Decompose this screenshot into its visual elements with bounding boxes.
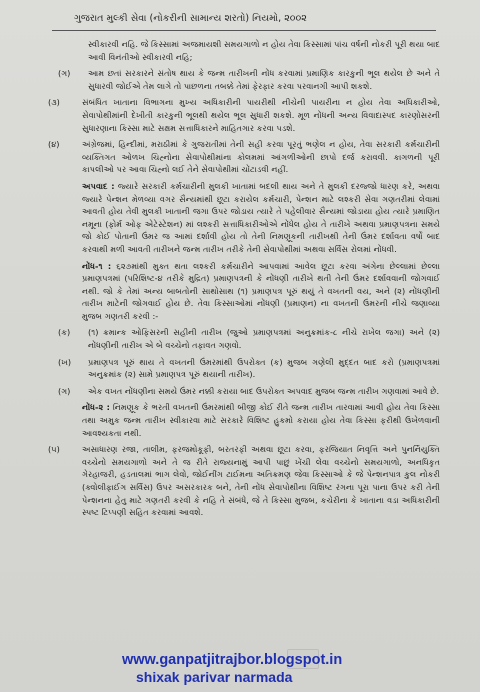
paragraph-text: આમ છતાં સરકારને સંતોષ થાય કે જન્મ તારીખની નોંધ કરવામાં પ્રમાણિક કારકુની ભૂલ થયેલ છે અને તે સુધારવી જોઈએ તેમ લાગે તો પાછળના તબક્કે તેમાં ફેરફાર કરવા પરવાનગી આપી શકશે. — [88, 68, 440, 91]
rule-number: (૪) — [48, 139, 60, 150]
paragraph-text: અંગ્રેજમાં, હિન્દીમાં, મરાઠીમાં કે ગુજરાતીમાં તેની સહી કરવા પૂરતું ભણેલ ન હોય, તેવા સરકારી કર્મચારીની વ્યક્તિગત ઓળખ ચિહ્નોના સેવાપોથીમાંના કોલમમાં આંગળીઓની છાપો દર્જ કરાવવી. કાગળની પૂરી કાપલીઓ પર આવા ચિહ્નો લઈ તેને સેવાપોથીમાં ચોંટાડવી નહીં. — [82, 139, 440, 175]
clause-number: (ખ) — [58, 356, 72, 367]
paragraph-text: સ્વીકારવી નહિ. જે કિસ્સામાં અજમાયશી સમયગાળો ન હોય તેવા કિસ્સામાં પાંચ વર્ષની નોકરી પૂરી થયા બાદ આવી વિનંતીઓ સ્વીકારવી નહિ; — [88, 39, 440, 62]
note-label: નોંધ-૨ : — [82, 402, 110, 413]
clause-number: (ગ) — [58, 68, 71, 79]
note-1 — [48, 260, 440, 323]
clause-kha — [48, 356, 440, 381]
rule-4 — [48, 138, 440, 176]
paragraph-text: એક વખત નોંધણીના સમયે ઉંમર નક્કી કરાયા બાદ ઉપરોક્ત અપવાદ મુજબ જન્મ તારીખ ગણવામાં આવે છે. — [88, 385, 440, 396]
exception-paragraph — [48, 180, 440, 256]
header-divider — [52, 30, 436, 31]
paragraph-text: જ્યારે સરકારી કર્મચારીની મુલકી ખાતામાં બદલી થાય અને તે મુલકી દરજ્જો ધારણ કરે, અથવા જ્યારે પેન્શન મેળવ્યા વગર સૈન્યમાંથી છૂટા કરાયેલ કર્મચારી, પેન્શન માટે લશ્કરી સેવા ગણતરીમાં લેવામાં આવતી હોય તેવી મુલકી ખાતાની જગા ઉપર જોડાય ત્યારે તે પહેલીવાર સૈન્યમાં જોડાયા હોય ત્યારે પ્રમાણિત નમૂના (ફોર્મ ઓફ એટેસ્ટેશન) માં લશ્કરી સત્તાધિકારીઓએ નોંધેલ હોય તે તારીખે અથવા પ્રમાણપત્રના સમયે જો કોઈ પોતાની ઉંમર જ આમાં દર્શાવી હોય તો તેની નિમણૂકની તારીખથી તેની ઉંમર દર્શાવતા વર્ષો બાદ કરવાથી મળી આવતી તારીખને જન્મ તારીખ તરીકે તેની સેવાપોથીમાં અથવા સર્વિસ રોલમાં નોંધવી. — [82, 180, 440, 254]
clause-ga — [48, 67, 440, 92]
clause-number: (ગ) — [58, 385, 71, 396]
paragraph-text: નિમણૂક કે ભરતી વખતની ઉંમરમાંથી બીજી કોઈ રીતે જન્મ તારીખ તારવામાં આવી હોય તેવા કિસ્સા તથા અમુક જન્મ તારીખ સ્વીકારવા માટે સરકારે વિશિષ્ટ હુકમો કરાયા હોય તેવા કિસ્સા ફરીથી ઉખેળવાની આવશ્યકતા નથી. — [82, 402, 440, 438]
paragraph-continuation — [48, 38, 440, 63]
rule-number: (૫) — [48, 444, 60, 455]
rule-number: (૩) — [48, 97, 60, 108]
rule-3 — [48, 96, 440, 134]
paragraph-text: સંબંધિત ખાતાના વિભાગના મુખ્ય અધિકારીની પાયરીથી નીચેની પાયરીના ન હોય તેવા અધિકારીઓ, સેવાપોથીમાંની દેખીતી કારકુની ભૂલથી થયેલ ભૂલ સુધારી શકશે. મૂળ નોંધની અન્ય વિવાદાસ્પદ કારણોસરની સુધારણાના કિસ્સા માટે સક્ષમ સત્તાધિકારને માહિતગાર કરવા પડશે. — [82, 97, 440, 133]
rule-5 — [48, 443, 440, 519]
clause-ka — [48, 326, 440, 351]
watermark-footer — [122, 652, 452, 686]
watermark-caption: shixak parivar narmada — [136, 669, 293, 685]
note-2 — [48, 401, 440, 439]
paragraph-text: (૧) ક્રમાન્ક ઓફિસરની સહીની તારીખ (જુઓ પ્રમાણપત્રમાં અનુક્રમાંક-૮ નીચે રાખેલ જગા) અને (૨) નોંધણીની તારીખ એ બે વચ્ચેનો તફાવત ગણવો. — [88, 327, 440, 351]
exception-label: અપવાદ : — [82, 180, 115, 191]
clause-ga-2 — [48, 385, 440, 398]
document-body — [48, 38, 440, 523]
paragraph-text: અસાધારણ રજા, તાલીમ, ફરજમોકૂફી, બરતરફી અથવા છૂટા કરવા, ફરજિયાત નિવૃત્તિ અને પુનર્નિયુક્તિ વચ્ચેનો સમયગાળો અને તે જ રીતે રાજ્યનામું આપી પાછું ખેંચી લેવા વચ્ચેનો સમયગાળો, અનધિકૃત ગેરહાજરી, હડતાલમાં ભાગ લેવો, જોઈનીંગ ટાઈમના અતિક્રમણ જેવા કિસ્સાઓ કે જે પેન્શનપાત્ર કુલ નોકરી (ક્વોલીફાઈંગ સર્વિસ) ઉપર અસરકારક બને, તેની નોંધ સેવાપોથીના વિશિષ્ટ રંગના પૂરા પાના ઉપર કરી તેની પેન્શનના હેતુ માટે ગણતરી કરવી કે નહિ તે સંબંધે, જે તે કિસ્સા મુજબ, કચેરીના કે ખાતાના વડા અધિકારીની સ્પષ્ટ ટિપ્પણી સહિત કરવામાં આવશે. — [82, 444, 440, 518]
page-header: ગુજરાત મુલ્કી સેવા (નોકરીની સામાન્ય શરતો) નિયમો, ૨૦૦૨ — [74, 13, 307, 24]
note-label: નોંધ-૧ : — [82, 260, 112, 271]
paragraph-text: પ્રમાણપત્ર પૂરું થાય તે વખતની ઉંમરમાંથી ઉપરોક્ત (ક) મુજબ ગણેલી મુદ્દત બાદ કરો (પ્રમાણપત્રમાં અનુક્રમાંક (૨) સામે પ્રમાણપત્ર પૂરું થયાની તારીખ). — [88, 356, 440, 380]
blog-url[interactable]: www.ganpatjitrajbor.blogspot.in — [122, 652, 343, 668]
paragraph-text: ૬૨૭માંથી મુક્ત થતા લશ્કરી કર્મચારીને આપવામાં આવેલ છૂટા કરવા અંગેના છેલ્લામાં છેલ્લા પ્રમાણપત્રમાં (પરિશિષ્ટ-૪ તરીકે મુદ્રિત) પ્રમાણપત્રની કે નોંધણી તારીખે થતી તેની ઉંમર દર્શાવવાની જોગવાઈ નથી. જો કે તેમાં અન્ય બાબતોની સાથોસાથ (૧) પ્રમાણપત્ર પૂરું થયું તે વખતની વય, અને (૨) નોંધણીની તારીખ માટેની જોગવાઈ હોય છે. તેવા કિસ્સાઓમાં નોંધણી (પ્રમાણન) ના વખતની ઉંમરની નીચે જણાવ્યા મુજબ ગણતરી કરવી :- — [82, 260, 440, 321]
clause-number: (ક) — [58, 327, 71, 338]
